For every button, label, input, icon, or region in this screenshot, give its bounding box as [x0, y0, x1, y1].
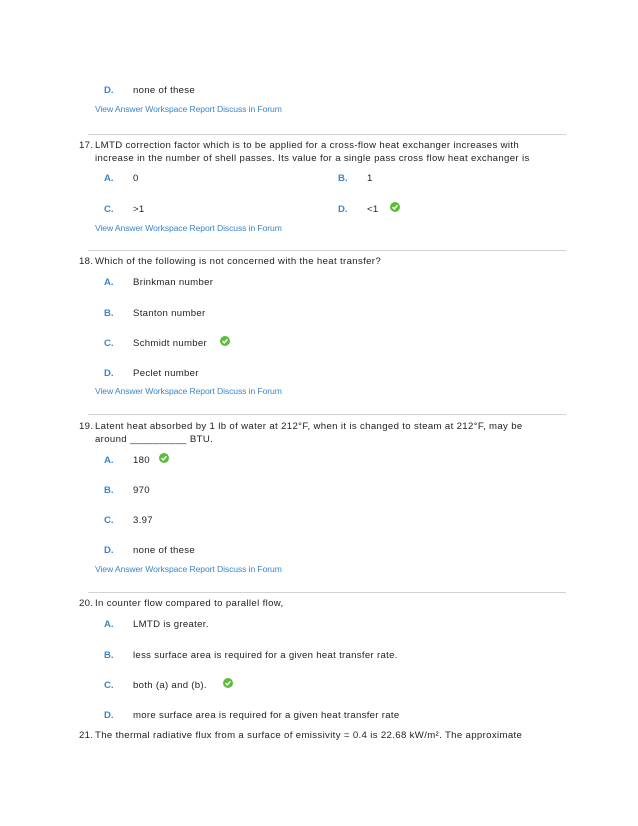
q16-links: [95, 104, 282, 114]
q19-option-a-letter: A.: [104, 455, 114, 466]
q19-option-c-text[interactable]: 3.97: [133, 515, 153, 526]
q19-links: [95, 564, 282, 574]
q18-option-b-text[interactable]: Stanton number: [133, 308, 206, 319]
q21-question: 21. The thermal radiative flux from a surface of emissivity = 0.4 is 22.68 kW/m². The approximate: [79, 730, 523, 741]
q17-option-d-text[interactable]: <1: [367, 204, 379, 215]
discuss-link[interactable]: Discuss in Forum: [216, 104, 282, 114]
q20-option-b-letter: B.: [104, 650, 114, 661]
q20-option-c-letter: C.: [104, 680, 114, 691]
q19-option-b-letter: B.: [104, 485, 114, 496]
correct-check-icon: [220, 336, 230, 346]
q17-option-a-letter: A.: [104, 173, 114, 184]
q19-number: 19.: [79, 421, 94, 432]
q17-option-b-letter: B.: [338, 173, 348, 184]
divider: [88, 592, 566, 593]
q16-option-d-letter: D.: [104, 85, 114, 96]
view-answer-link[interactable]: View Answer: [95, 104, 143, 114]
discuss-link[interactable]: Discuss in Forum: [216, 223, 282, 233]
correct-check-icon: [159, 453, 169, 463]
workspace-link[interactable]: Workspace: [145, 104, 188, 114]
q18-option-c-text[interactable]: Schmidt number: [133, 338, 208, 349]
report-link[interactable]: Report: [189, 223, 215, 233]
q20-option-a-letter: A.: [104, 619, 114, 630]
q20-option-d-text[interactable]: more surface area is required for a given heat transfer rate: [133, 710, 400, 721]
q20-number: 20.: [79, 598, 94, 609]
q16-option-d-text: none of these: [133, 85, 196, 96]
q20-option-d-letter: D.: [104, 710, 114, 721]
q21-number: 21.: [79, 730, 94, 741]
report-link[interactable]: Report: [189, 564, 215, 574]
q19-option-d-letter: D.: [104, 545, 114, 556]
q18-number: 18.: [79, 256, 94, 267]
q17-option-c-text[interactable]: >1: [133, 204, 145, 215]
q18-option-d-text[interactable]: Peclet number: [133, 368, 199, 379]
q20-option-a-text[interactable]: LMTD is greater.: [133, 619, 209, 630]
correct-check-icon: [390, 202, 400, 212]
q17-option-d-letter: D.: [338, 204, 348, 215]
divider: [88, 250, 566, 251]
q18-links: [95, 386, 282, 396]
q17-question: 17. LMTD correction factor which is to be applied for a cross-flow heat exchanger increases with increase in the number of shell passes. Its value for a single pass cross flow heat exchanger is: [79, 140, 530, 164]
divider: [88, 414, 566, 415]
q18-option-b-letter: B.: [104, 308, 114, 319]
q20-question: 20. In counter flow compared to parallel flow,: [79, 598, 284, 609]
divider: [88, 134, 566, 135]
report-link[interactable]: Report: [189, 386, 215, 396]
q19-option-b-text[interactable]: 970: [133, 485, 150, 496]
view-answer-link[interactable]: View Answer: [95, 223, 143, 233]
workspace-link[interactable]: Workspace: [145, 223, 188, 233]
q20-option-c-text[interactable]: both (a) and (b).: [133, 680, 207, 691]
q19-option-a-text[interactable]: 180: [133, 455, 150, 466]
q17-links: [95, 223, 282, 233]
q18-option-c-letter: C.: [104, 338, 114, 349]
q19-option-c-letter: C.: [104, 515, 114, 526]
discuss-link[interactable]: Discuss in Forum: [216, 564, 282, 574]
view-answer-link[interactable]: View Answer: [95, 564, 143, 574]
workspace-link[interactable]: Workspace: [145, 564, 188, 574]
discuss-link[interactable]: Discuss in Forum: [216, 386, 282, 396]
q18-option-d-letter: D.: [104, 368, 114, 379]
q18-option-a-text[interactable]: Brinkman number: [133, 277, 214, 288]
q17-option-c-letter: C.: [104, 204, 114, 215]
q19-question: 19. Latent heat absorbed by 1 lb of water at 212°F, when it is changed to steam at 212°F, may be around __________ BTU.: [79, 421, 523, 445]
q17-option-a-text[interactable]: 0: [133, 173, 139, 184]
q17-option-b-text[interactable]: 1: [367, 173, 373, 184]
q18-option-a-letter: A.: [104, 277, 114, 288]
view-answer-link[interactable]: View Answer: [95, 386, 143, 396]
q17-number: 17.: [79, 140, 94, 151]
correct-check-icon: [223, 678, 233, 688]
q19-option-d-text[interactable]: none of these: [133, 545, 196, 556]
report-link[interactable]: Report: [189, 104, 215, 114]
workspace-link[interactable]: Workspace: [145, 386, 188, 396]
q18-question: 18. Which of the following is not concerned with the heat transfer?: [79, 256, 382, 267]
q20-option-b-text[interactable]: less surface area is required for a given heat transfer rate.: [133, 650, 398, 661]
